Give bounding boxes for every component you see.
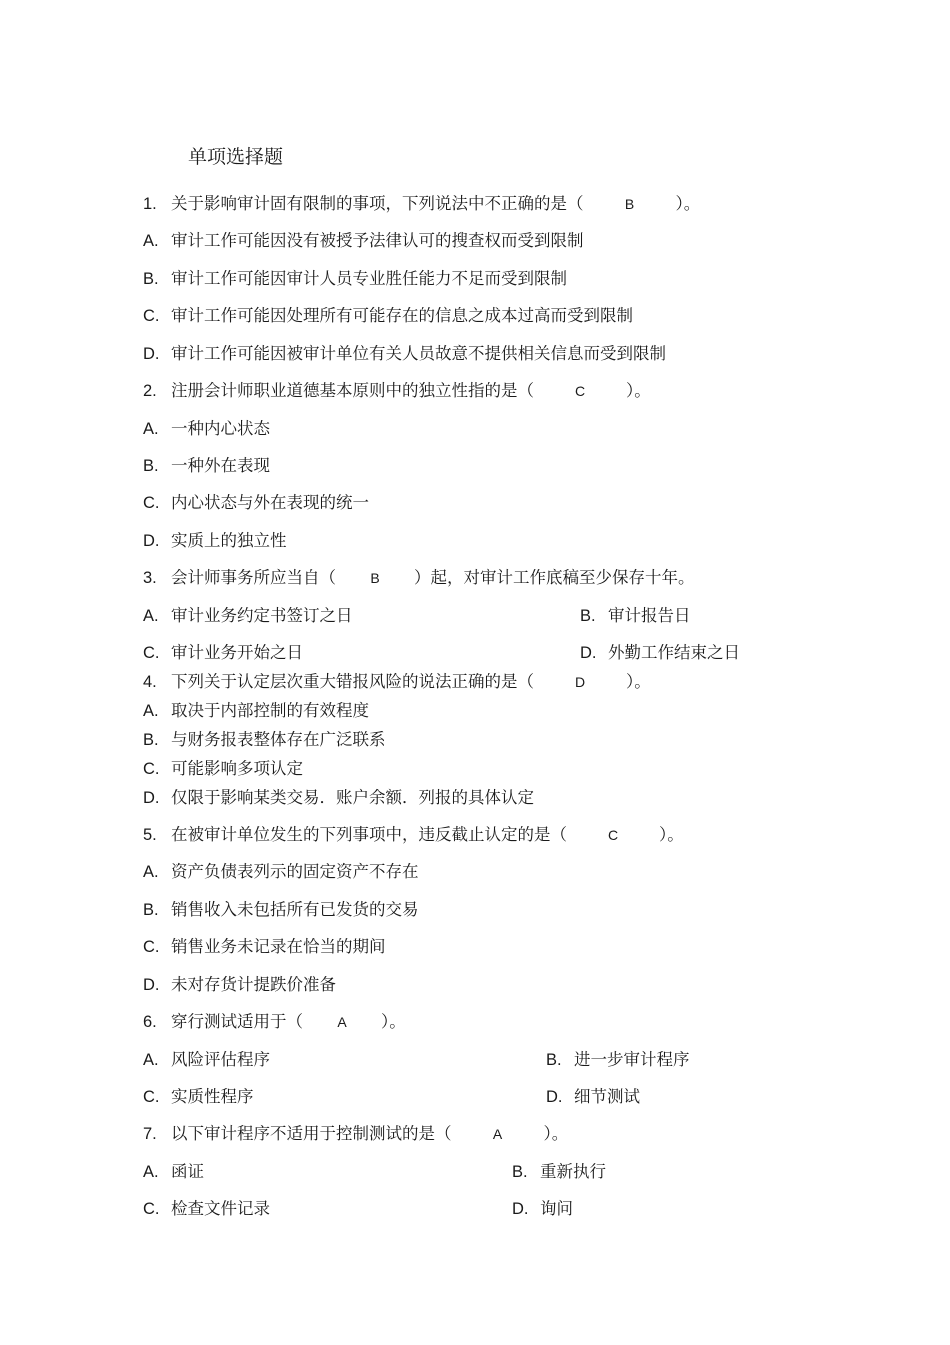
option-7b [512,1160,606,1184]
option-label: D. [143,532,160,550]
option-text: 一种内心状态 [171,419,270,438]
option-4c [143,757,303,781]
option-label: D. [512,1200,529,1218]
option-label: C. [143,938,160,956]
question-stem: 在被审计单位发生的下列事项中，违反截止认定的是（ [171,825,567,844]
option-7a [143,1160,204,1184]
option-4a [143,699,369,723]
option-3a [143,604,353,628]
option-label: B. [546,1051,562,1069]
option-text: 资产负债表列示的固定资产不存在 [171,862,419,881]
question-2 [143,379,651,403]
page-title: 单项选择题 [188,146,284,168]
option-text: 审计工作可能因处理所有可能存在的信息之成本过高而受到限制 [171,306,633,325]
option-2c [143,491,369,515]
answer-letter: C [574,383,586,399]
option-1c [143,304,633,328]
option-1a [143,229,584,253]
option-text: 细节测试 [574,1087,640,1106]
question-number: 4. [143,673,157,691]
option-label: C. [143,1200,160,1218]
option-text: 审计报告日 [608,606,691,625]
option-5c [143,935,386,959]
option-label: A. [143,420,159,438]
option-text: 风险评估程序 [171,1050,270,1069]
option-text: 内心状态与外在表现的统一 [171,493,369,512]
question-end: ）。 [381,1012,406,1031]
option-label: A. [143,607,159,625]
option-1b [143,267,567,291]
option-5b [143,898,419,922]
answer-letter: B [370,570,380,586]
question-end: ）。 [675,194,701,213]
answer-letter: A [492,1126,503,1142]
option-text: 审计工作可能因被审计单位有关人员故意不提供相关信息而受到限制 [171,344,666,363]
option-text: 取决于内部控制的有效程度 [171,701,369,720]
option-label: B. [580,607,596,625]
question-stem: 穿行测试适用于（ [171,1012,303,1031]
option-label: B. [143,457,159,475]
option-label: B. [143,270,159,288]
question-number: 3. [143,569,157,587]
option-text: 可能影响多项认定 [171,759,303,778]
question-stem: 注册会计师职业道德基本原则中的独立性指的是（ [171,381,534,400]
question-end: ）。 [543,1124,569,1143]
question-stem: 以下审计程序不适用于控制测试的是（ [171,1124,452,1143]
option-text: 实质性程序 [171,1087,254,1106]
option-label: B. [143,731,159,749]
option-1d [143,342,666,366]
option-text: 实质上的独立性 [171,531,287,550]
option-label: C. [143,307,160,325]
option-text: 询问 [540,1199,573,1218]
option-label: D. [143,345,160,363]
question-3 [143,566,695,590]
question-number: 2. [143,382,157,400]
option-text: 外勤工作结束之日 [608,643,740,662]
option-6c [143,1085,254,1109]
option-label: B. [512,1163,528,1181]
option-text: 审计业务开始之日 [171,643,303,662]
question-end: ）。 [626,672,651,691]
question-end: ）。 [626,381,651,400]
option-label: A. [143,1163,159,1181]
option-label: C. [143,494,160,512]
option-4d [143,786,534,810]
option-label: A. [143,702,159,720]
question-5 [143,823,684,847]
question-stem: 会计师事务所应当自（ [171,568,336,587]
option-text: 重新执行 [540,1162,606,1181]
question-number: 7. [143,1125,157,1143]
option-4b [143,728,386,752]
option-label: D. [546,1088,563,1106]
option-label: C. [143,760,160,778]
option-6a [143,1048,270,1072]
answer-letter: A [337,1014,347,1030]
option-2a [143,417,270,441]
option-text: 函证 [171,1162,204,1181]
option-text: 检查文件记录 [171,1199,270,1218]
option-label: A. [143,863,159,881]
question-4 [143,670,651,694]
answer-letter: C [607,827,619,843]
option-2b [143,454,270,478]
option-7d [512,1197,573,1221]
question-7 [143,1122,568,1146]
option-3b [580,604,691,628]
option-label: D. [580,644,597,662]
option-text: 销售收入未包括所有已发货的交易 [171,900,419,919]
option-6d [546,1085,640,1109]
option-5a [143,860,419,884]
option-6b [546,1048,690,1072]
question-number: 5. [143,826,157,844]
option-text: 进一步审计程序 [574,1050,690,1069]
question-stem: 下列关于认定层次重大错报风险的说法正确的是（ [171,672,534,691]
option-label: D. [143,789,160,807]
answer-letter: B [624,196,635,212]
question-end: ）。 [659,825,684,844]
option-label: B. [143,901,159,919]
question-stem: 关于影响审计固有限制的事项，下列说法中不正确的是（ [171,194,584,213]
option-text: 仅限于影响某类交易．账户余额．列报的具体认定 [171,788,534,807]
question-end: ）起，对审计工作底稿至少保存十年。 [414,568,695,587]
question-1 [143,192,700,216]
option-text: 审计业务约定书签订之日 [171,606,353,625]
option-text: 一种外在表现 [171,456,270,475]
option-3c [143,641,303,665]
question-6 [143,1010,406,1034]
option-label: C. [143,1088,160,1106]
option-label: A. [143,232,159,250]
option-label: A. [143,1051,159,1069]
option-5d [143,973,336,997]
option-3d [580,641,740,665]
question-number: 1. [143,195,157,213]
answer-letter: D [574,674,586,690]
option-text: 审计工作可能因审计人员专业胜任能力不足而受到限制 [171,269,567,288]
option-text: 未对存货计提跌价准备 [171,975,336,994]
option-text: 销售业务未记录在恰当的期间 [171,937,386,956]
option-text: 与财务报表整体存在广泛联系 [171,730,386,749]
question-number: 6. [143,1013,157,1031]
option-label: C. [143,644,160,662]
option-label: D. [143,976,160,994]
option-text: 审计工作可能因没有被授予法律认可的搜查权而受到限制 [171,231,584,250]
option-2d [143,529,287,553]
option-7c [143,1197,270,1221]
